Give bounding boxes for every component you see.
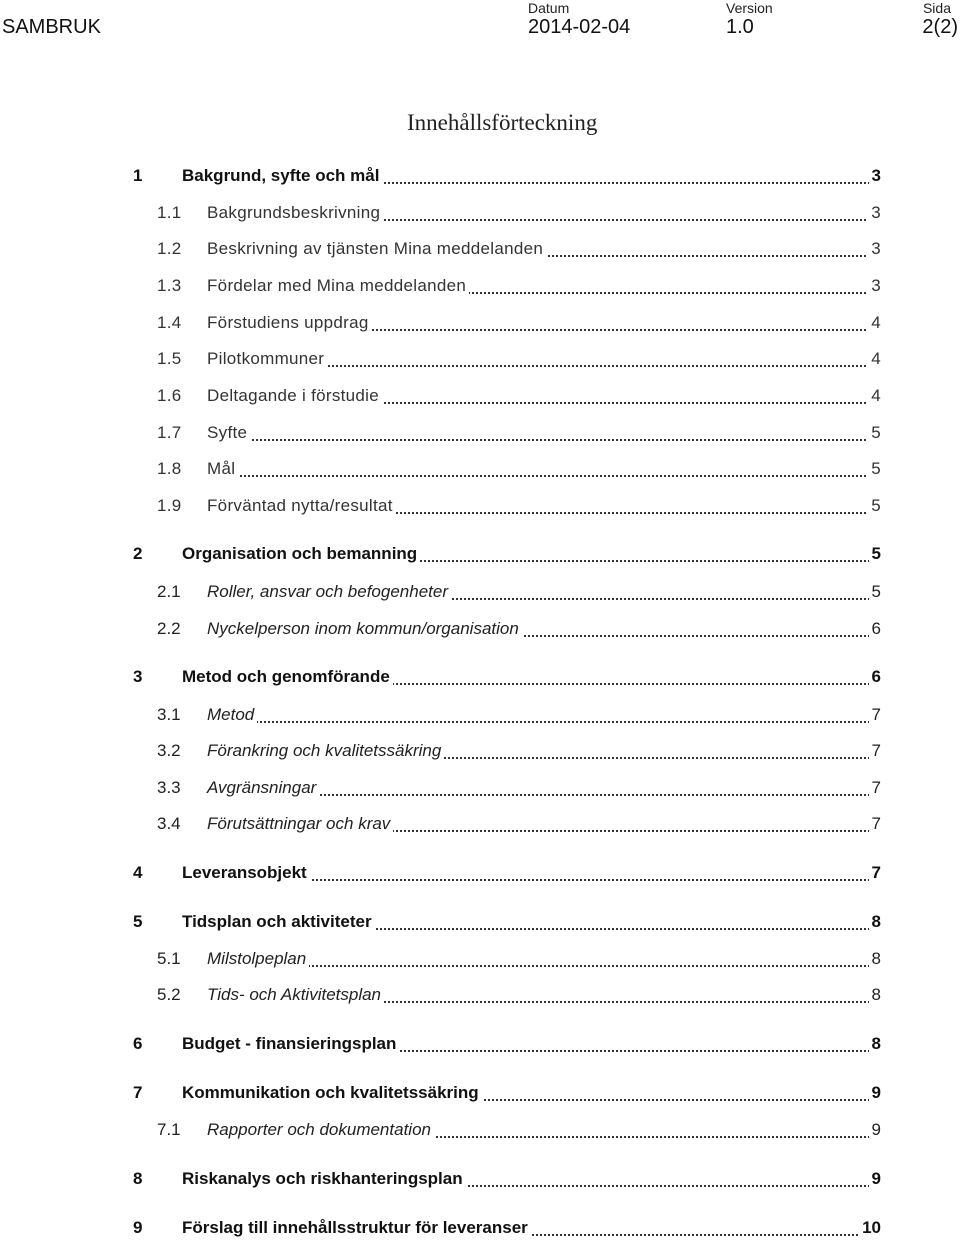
- toc-entry-page: 7: [869, 775, 881, 801]
- toc-entry[interactable]: [0, 236, 960, 262]
- toc-entry[interactable]: [0, 811, 960, 837]
- toc-entry-title: Roller, ansvar och befogenheter: [207, 579, 451, 605]
- toc-entry-title: Avgränsningar: [207, 775, 319, 801]
- toc-entry[interactable]: [0, 420, 960, 446]
- toc-entry-number: 9: [133, 1218, 143, 1237]
- toc-entry-page: 9: [869, 1166, 881, 1192]
- toc-entry-page: 8: [869, 909, 881, 935]
- toc-entry[interactable]: [0, 946, 960, 972]
- toc-entry-number: 3: [133, 667, 143, 686]
- toc-entry-title: Förutsättningar och krav: [207, 811, 393, 837]
- toc-entry-page: 5: [869, 579, 881, 605]
- toc-entry[interactable]: [0, 541, 960, 567]
- toc-entry-page: 6: [869, 616, 881, 642]
- toc-entry-title: Organisation och bemanning: [182, 541, 420, 567]
- page-label: Sida: [922, 0, 951, 16]
- toc-entry[interactable]: [0, 456, 960, 482]
- toc-entry-page: 3: [869, 163, 881, 189]
- toc-entry[interactable]: [0, 775, 960, 801]
- toc-entry-number: 1.2: [157, 239, 182, 258]
- toc-entry-page: 4: [868, 383, 881, 409]
- toc-entry-title: Syfte: [207, 420, 250, 446]
- toc-entry[interactable]: [0, 1031, 960, 1057]
- toc-entry-number: 1.9: [157, 496, 182, 515]
- toc-entry-number: 3.1: [157, 705, 181, 724]
- toc-entry-page: 7: [869, 738, 881, 764]
- toc-entry[interactable]: [0, 310, 960, 336]
- toc-entry-number: 1.1: [157, 203, 182, 222]
- toc-entry-title: Förankring och kvalitetssäkring: [207, 738, 444, 764]
- toc-entry[interactable]: [0, 579, 960, 605]
- toc-entry[interactable]: [0, 702, 960, 728]
- toc-entry[interactable]: [0, 1080, 960, 1106]
- toc-entry-number: 4: [133, 863, 143, 882]
- toc-entry-number: 7: [133, 1083, 143, 1102]
- toc-entry-number: 3.3: [157, 778, 181, 797]
- toc-entry[interactable]: [0, 982, 960, 1008]
- toc-entry-number: 1.6: [157, 386, 182, 405]
- toc-entry-number: 1.5: [157, 349, 182, 368]
- toc-title: Innehållsförteckning: [407, 110, 598, 135]
- toc-entry[interactable]: [0, 346, 960, 372]
- toc-entry-number: 1.4: [157, 313, 182, 332]
- toc-entry-number: 6: [133, 1034, 143, 1053]
- toc-entry[interactable]: [0, 616, 960, 642]
- toc-entry-number: 5.2: [157, 985, 181, 1004]
- toc-entry[interactable]: [0, 738, 960, 764]
- toc-entry-title: Milstolpeplan: [207, 946, 309, 972]
- organization-name: SAMBRUK: [2, 16, 101, 38]
- toc-entry[interactable]: [0, 909, 960, 935]
- toc-entry-page: 5: [868, 456, 881, 482]
- toc-entry[interactable]: [0, 383, 960, 409]
- toc-entry[interactable]: [0, 860, 960, 886]
- toc-entry-number: 1.7: [157, 423, 182, 442]
- toc-entry-number: 2.1: [157, 582, 181, 601]
- toc-entry-page: 7: [869, 702, 881, 728]
- toc-leader-dots: [209, 475, 878, 477]
- toc-entry-number: 8: [133, 1169, 143, 1188]
- toc-entry-page: 8: [869, 1031, 881, 1057]
- toc-entry-title: Beskrivning av tjänsten Mina meddelanden: [207, 236, 546, 262]
- toc-entry-title: Riskanalys och riskhanteringsplan: [182, 1166, 466, 1192]
- toc-entry-number: 1: [133, 166, 143, 185]
- toc-entry-number: 5.1: [157, 949, 181, 968]
- toc-entry-title: Nyckelperson inom kommun/organisation: [207, 616, 522, 642]
- toc-entry-title: Metod och genomförande: [182, 664, 393, 690]
- toc-entry[interactable]: [0, 1117, 960, 1143]
- toc-entry-number: 3.4: [157, 814, 181, 833]
- toc-entry-number: 2.2: [157, 619, 181, 638]
- toc-entry[interactable]: [0, 664, 960, 690]
- toc-leader-dots: [209, 439, 878, 441]
- toc-entry-number: 1.8: [157, 459, 182, 478]
- toc-entry-title: Pilotkommuner: [207, 346, 327, 372]
- toc-entry[interactable]: [0, 273, 960, 299]
- date-value: 2014-02-04: [528, 16, 631, 38]
- toc-entry-title: Bakgrund, syfte och mål: [182, 163, 382, 189]
- toc-entry-page: 3: [868, 236, 881, 262]
- toc-entry-number: 1.3: [157, 276, 182, 295]
- toc-leader-dots: [209, 721, 878, 723]
- toc-entry-page: 4: [868, 310, 881, 336]
- toc-entry-page: 4: [868, 346, 881, 372]
- toc-entry-title: Deltagande i förstudie: [207, 383, 382, 409]
- toc-entry[interactable]: [0, 200, 960, 226]
- toc-entry-title: Tids- och Aktivitetsplan: [207, 982, 384, 1008]
- toc-entry-page: 9: [869, 1080, 881, 1106]
- toc-entry-title: Mål: [207, 456, 238, 482]
- date-label: Datum: [528, 0, 570, 16]
- toc-entry-number: 5: [133, 912, 143, 931]
- toc-entry[interactable]: [0, 1215, 960, 1241]
- toc-entry[interactable]: [0, 1166, 960, 1192]
- toc-entry-title: Kommunikation och kvalitetssäkring: [182, 1080, 482, 1106]
- version-value: 1.0: [726, 16, 754, 38]
- toc-entry-title: Förstudiens uppdrag: [207, 310, 372, 336]
- toc-entry-number: 3.2: [157, 741, 181, 760]
- toc-entry-title: Rapporter och dokumentation: [207, 1117, 434, 1143]
- toc-entry-title: Fördelar med Mina meddelanden: [207, 273, 469, 299]
- toc-entry-title: Budget - finansieringsplan: [182, 1031, 399, 1057]
- toc-leader-dots: [209, 965, 878, 967]
- toc-entry-page: 5: [868, 420, 881, 446]
- toc-entry-page: 9: [869, 1117, 881, 1143]
- toc-entry-page: 3: [868, 200, 881, 226]
- toc-entry-title: Förslag till innehållsstruktur för leveranser: [182, 1215, 531, 1241]
- toc-entry-title: Metod: [207, 702, 257, 728]
- version-label: Version: [726, 0, 773, 16]
- page-number: 2(2): [922, 16, 958, 38]
- toc-entry-page: 8: [869, 946, 881, 972]
- toc-entry-page: 5: [868, 493, 881, 519]
- toc-entry-title: Leveransobjekt: [182, 860, 310, 886]
- toc-entry-title: Förväntad nytta/resultat: [207, 493, 396, 519]
- toc-entry-number: 2: [133, 544, 143, 563]
- toc-entry[interactable]: [0, 163, 960, 189]
- toc-entry-page: 7: [869, 811, 881, 837]
- toc-entry[interactable]: [0, 493, 960, 519]
- toc-entry-page: 6: [869, 664, 881, 690]
- toc-entry-title: Bakgrundsbeskrivning: [207, 200, 383, 226]
- toc-entry-page: 3: [868, 273, 881, 299]
- toc-entry-page: 7: [869, 860, 881, 886]
- toc-entry-page: 8: [869, 982, 881, 1008]
- toc-entry-page: 10: [859, 1215, 881, 1241]
- toc-entry-number: 7.1: [157, 1120, 181, 1139]
- toc-entry-title: Tidsplan och aktiviteter: [182, 909, 375, 935]
- toc-entry-page: 5: [869, 541, 881, 567]
